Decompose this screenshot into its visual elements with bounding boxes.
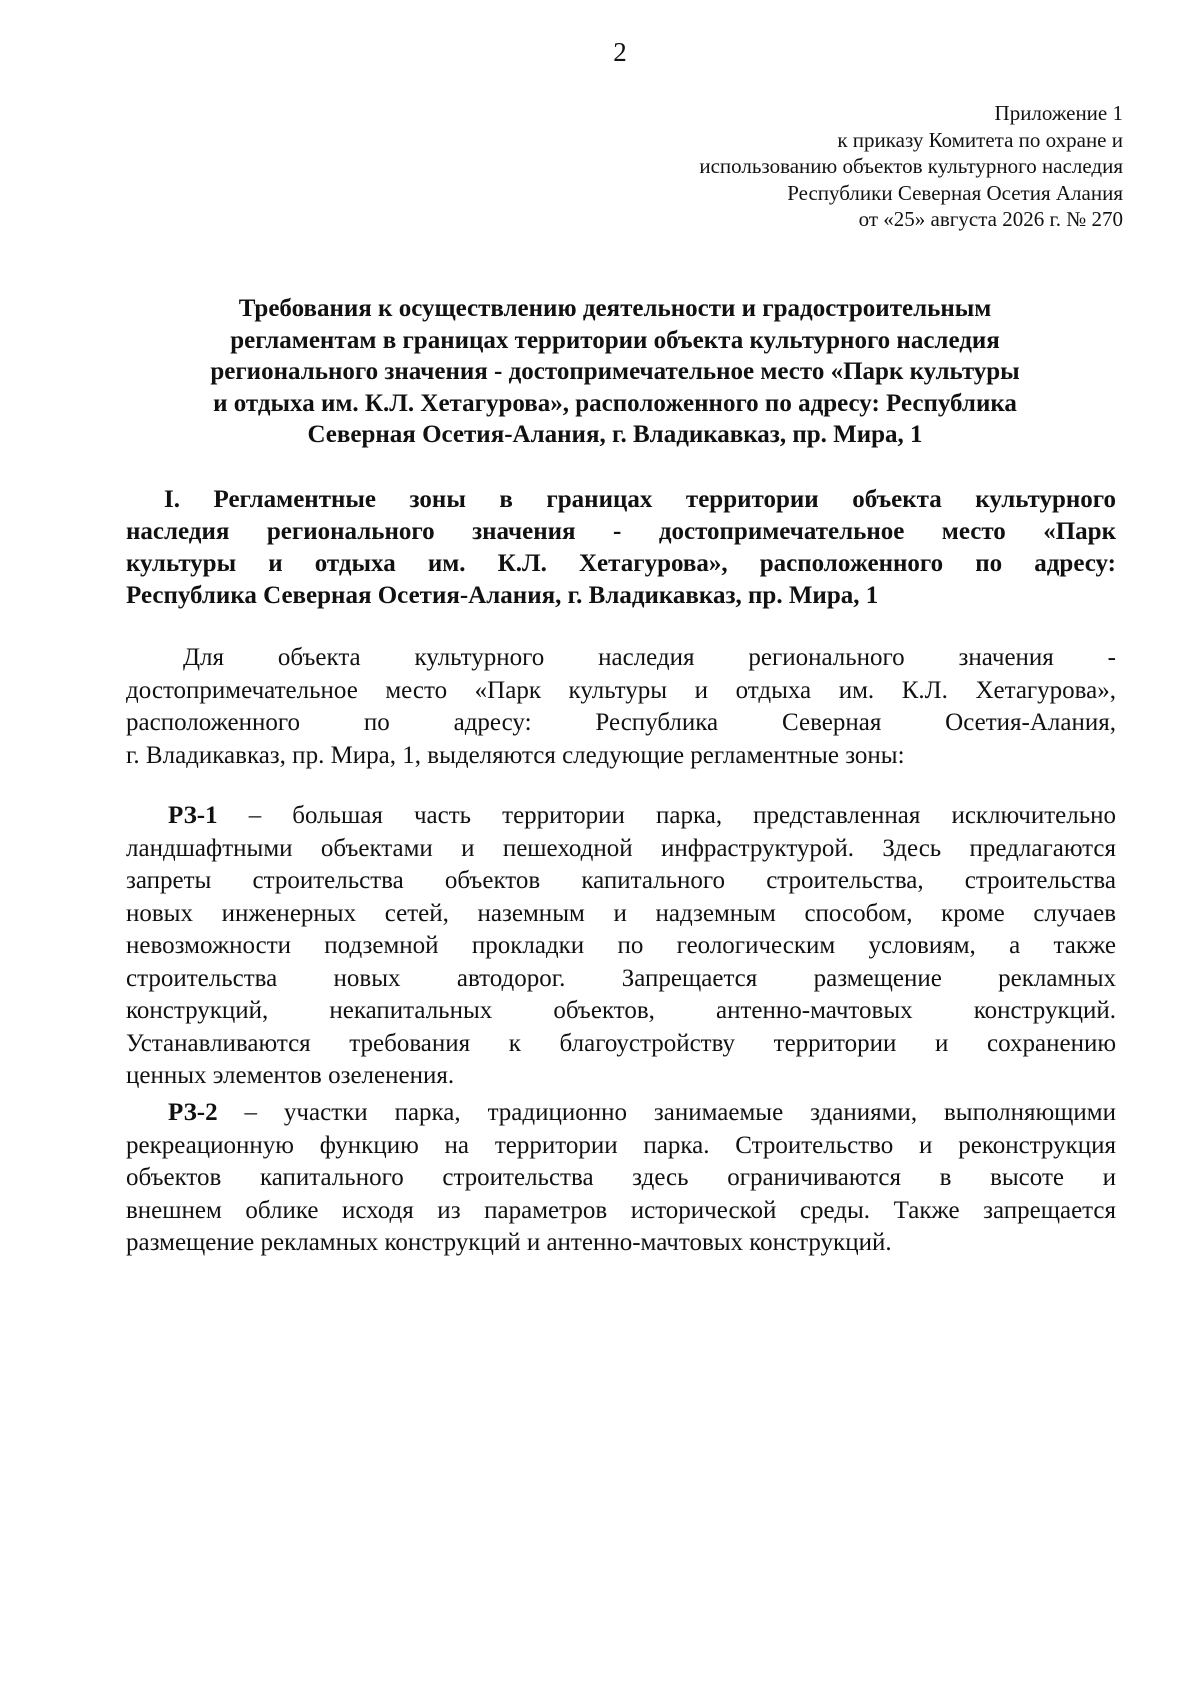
zone-paragraph-rz1	[126, 800, 1116, 1093]
paragraph-line: Для объекта культурного наследия регионального значения -	[183, 644, 1116, 671]
paragraph-line: ландшафтными объектами и пешеходной инфраструктурой. Здесь предлагаются	[126, 834, 1116, 862]
title-line: и отдыха им. К.Л. Хетагурова», расположенного по адресу: Республика	[213, 389, 1017, 417]
title-line: регионального значения - достопримечательное место «Парк культуры	[210, 358, 1020, 385]
section-heading-line: наследия регионального значения - достопримечательное место «Парк	[126, 518, 1116, 545]
title-line: Требования к осуществлению деятельности и градостроительным	[238, 295, 992, 322]
paragraph-line: запреты строительства объектов капитального строительства, строительства	[126, 867, 1116, 894]
intro-paragraph	[126, 642, 1116, 772]
paragraph-line: достопримечательное место «Парк культуры и отдыха им. К.Л. Хетагурова»,	[126, 676, 1116, 704]
paragraph-line: конструкций, некапитальных объектов, антенно-мачтовых конструкций.	[126, 997, 1116, 1024]
paragraph-line: невозможности подземной прокладки по геологическим условиям, а также	[126, 932, 1116, 959]
paragraph-line: рекреационную функцию на территории парка. Строительство и реконструкция	[126, 1131, 1116, 1159]
title-line: регламентам в границах территории объекта культурного наследия	[230, 326, 1000, 354]
paragraph-line: ценных элементов озеленения.	[126, 1062, 455, 1089]
appendix-line: Приложение 1	[994, 101, 1123, 125]
title-line: Северная Осетия-Алания, г. Владикавказ, пр. Мира, 1	[307, 421, 923, 448]
document-title	[130, 293, 1100, 451]
zone-code: РЗ-1	[168, 802, 218, 829]
appendix-line: использованию объектов культурного наследия	[699, 154, 1123, 178]
zone-code: РЗ-2	[168, 1099, 218, 1126]
appendix-line: от «25» августа 2026 г. № 270	[858, 207, 1123, 231]
paragraph-line: расположенного по адресу: Республика Северная Осетия-Алания,	[126, 709, 1116, 736]
zone-description-start: – участки парка, традиционно занимаемые зданиями, выполняющими	[217, 1099, 1116, 1126]
paragraph-line: размещение рекламных конструкций и антенно-мачтовых конструкций.	[126, 1229, 892, 1256]
section-heading	[126, 484, 1116, 612]
paragraph-line: новых инженерных сетей, наземным и надземным способом, кроме случаев	[126, 899, 1116, 927]
zone-description-start: – большая часть территории парка, представленная исключительно	[217, 802, 1116, 829]
appendix-line: Республики Северная Осетия Алания	[787, 180, 1123, 205]
paragraph-line: Устанавливаются требования к благоустройству территории и сохранению	[126, 1029, 1116, 1057]
page-number: 2	[613, 37, 627, 67]
paragraph-line	[126, 800, 1116, 833]
paragraph-line	[126, 1097, 1116, 1130]
appendix-header	[523, 100, 1123, 233]
paragraph-line: строительства новых автодорог. Запрещается размещение рекламных	[126, 964, 1116, 992]
section-heading-line: культуры и отдыха им. К.Л. Хетагурова», расположенного по адресу:	[126, 550, 1116, 577]
section-heading-line: I. Регламентные зоны в границах территории объекта культурного	[164, 486, 1116, 513]
paragraph-line: объектов капитального строительства здесь ограничиваются в высоте и	[126, 1164, 1116, 1191]
appendix-line: к приказу Комитета по охране и	[837, 127, 1123, 152]
section-heading-line: Республика Северная Осетия-Алания, г. Владикавказ, пр. Мира, 1	[126, 582, 879, 609]
paragraph-line: г. Владикавказ, пр. Мира, 1, выделяются следующие регламентные зоны:	[126, 741, 905, 769]
zone-paragraph-rz2	[126, 1097, 1116, 1260]
paragraph-line: внешнем облике исходя из параметров исторической среды. Также запрещается	[126, 1196, 1116, 1224]
